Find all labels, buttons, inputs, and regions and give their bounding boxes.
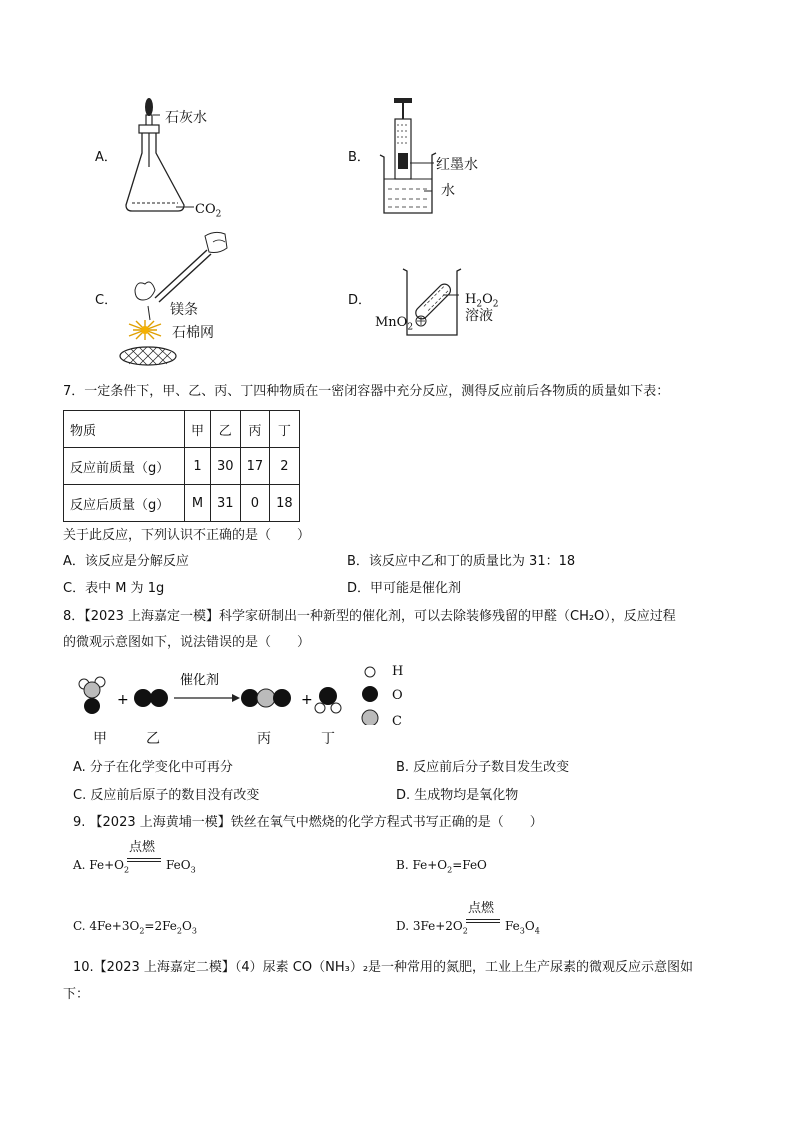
- q8-stem-line-2: 的微观示意图如下，说法错误的是（ ）: [63, 635, 311, 650]
- q7-option-c[interactable]: C．表中 M 为 1g: [63, 581, 165, 596]
- table-header-cell: 丁: [270, 411, 300, 448]
- table-row: [64, 485, 300, 522]
- label-jia: 甲: [93, 731, 107, 747]
- q9-a-equal-line-top: [127, 858, 161, 859]
- water-label: 水: [441, 183, 455, 199]
- q9-a-left: A. $Fe+O_2$: [73, 858, 130, 875]
- table-cell: 18: [270, 485, 300, 522]
- molecule-ding: [315, 687, 341, 713]
- table-header-cell: 乙: [211, 411, 241, 448]
- table-cell: M: [185, 485, 211, 522]
- red-ink-label: 红墨水: [436, 157, 478, 173]
- catalyst-label: 催化剂: [180, 673, 220, 688]
- table-row: [64, 411, 300, 448]
- q9-a-right: FeO$_3$: [166, 858, 196, 875]
- q6-option-a-letter: A．: [95, 150, 117, 165]
- asbestos-net-label: 石棉网: [172, 325, 214, 341]
- solution-label: 溶液: [465, 308, 493, 324]
- q7-option-a[interactable]: A．该反应是分解反应: [63, 554, 189, 569]
- magnesium-ribbon-label: 镁条: [170, 302, 198, 318]
- table-header-cell: 甲: [185, 411, 211, 448]
- molecule-jia: [79, 677, 105, 714]
- table-cell: 反应前质量（g）: [64, 448, 185, 485]
- q10-line-1: 10.【2023 上海嘉定二模】（4）尿素 CO（NH₃）₂是一种常用的氮肥，工业上生产尿素的微观反应示意图如: [73, 960, 694, 975]
- q8-option-b[interactable]: B. 反应前后分子数目发生改变: [396, 760, 570, 775]
- q6-option-c-letter: C．: [95, 293, 118, 308]
- reaction-arrow-head: [232, 694, 240, 702]
- formaldehyde-reaction-micro-diagram: [70, 660, 420, 725]
- table-cell: 1: [185, 448, 211, 485]
- label-yi: 乙: [146, 731, 160, 747]
- magnesium-burning-diagram: [115, 228, 235, 373]
- co2-label: $CO_2$: [195, 202, 222, 220]
- table-cell: 31: [211, 485, 241, 522]
- legend-carbon-symbol: [362, 710, 378, 725]
- q9-a-condition: 点燃: [129, 840, 156, 855]
- q7-mass-table: [63, 410, 300, 522]
- table-cell: 0: [240, 485, 270, 522]
- table-cell: 2: [270, 448, 300, 485]
- q9-d-right: $Fe_3O_4$: [505, 919, 540, 936]
- q7-option-d[interactable]: D．甲可能是催化剂: [347, 581, 462, 596]
- q8-option-a[interactable]: A. 分子在化学变化中可再分: [73, 760, 233, 775]
- q9-option-c[interactable]: C. $4Fe+3O_2=2Fe_2O_3$: [73, 919, 197, 936]
- q7-option-b[interactable]: B．该反应中乙和丁的质量比为 31：18: [347, 554, 576, 569]
- q9-d-equal-line-top: [466, 919, 500, 920]
- label-bing: 丙: [257, 731, 271, 747]
- table-cell: 反应后质量（g）: [64, 485, 185, 522]
- plus-sign: +: [301, 692, 313, 708]
- q9-option-b[interactable]: B. $Fe+O_2=FeO$: [396, 858, 487, 875]
- table-header-cell: 物质: [64, 411, 185, 448]
- table-row: [64, 448, 300, 485]
- q8-option-c[interactable]: C. 反应前后原子的数目没有改变: [73, 788, 260, 803]
- legend-oxygen-symbol: [362, 686, 378, 702]
- legend-h-label: H: [392, 664, 404, 679]
- table-cell: 30: [211, 448, 241, 485]
- limewater-label: 石灰水: [165, 110, 207, 126]
- label-ding: 丁: [321, 731, 335, 747]
- q6-option-b-letter: B．: [348, 150, 370, 165]
- q7-question: 关于此反应，下列认识不正确的是（ ）: [63, 528, 311, 543]
- q9-a-equal-line-bottom: [127, 861, 161, 862]
- q8-option-d[interactable]: D. 生成物均是氧化物: [396, 788, 519, 803]
- q10-line-2: 下：: [63, 987, 90, 1002]
- q7-stem: 7．一定条件下，甲、乙、丙、丁四种物质在一密闭容器中充分反应，测得反应前后各物质的质量如下表：: [63, 384, 670, 399]
- molecule-yi: [134, 689, 168, 707]
- h2o2-label: $H_2O_2$: [465, 292, 499, 310]
- plus-sign: +: [117, 692, 129, 708]
- mno2-label: MnO$_2$: [375, 315, 414, 333]
- molecule-bing: [241, 689, 291, 707]
- legend-hydrogen-symbol: [365, 667, 375, 677]
- q8-stem-line-1: 8．【2023 上海嘉定一模】科学家研制出一种新型的催化剂，可以去除装修残留的甲醛（CH₂O），反应过程: [63, 609, 676, 624]
- q6-option-d-letter: D．: [348, 293, 372, 308]
- legend-o-label: O: [392, 688, 403, 703]
- q9-d-left: D. $3Fe+2O_2$: [396, 919, 468, 936]
- q9-d-condition: 点燃: [468, 901, 495, 916]
- legend-c-label: C: [392, 714, 402, 729]
- q9-stem: 9. 【2023 上海黄埔一模】铁丝在氧气中燃烧的化学方程式书写正确的是（ ）: [73, 815, 543, 830]
- table-cell: 17: [240, 448, 270, 485]
- table-header-cell: 丙: [240, 411, 270, 448]
- q9-d-equal-line-bottom: [466, 922, 500, 923]
